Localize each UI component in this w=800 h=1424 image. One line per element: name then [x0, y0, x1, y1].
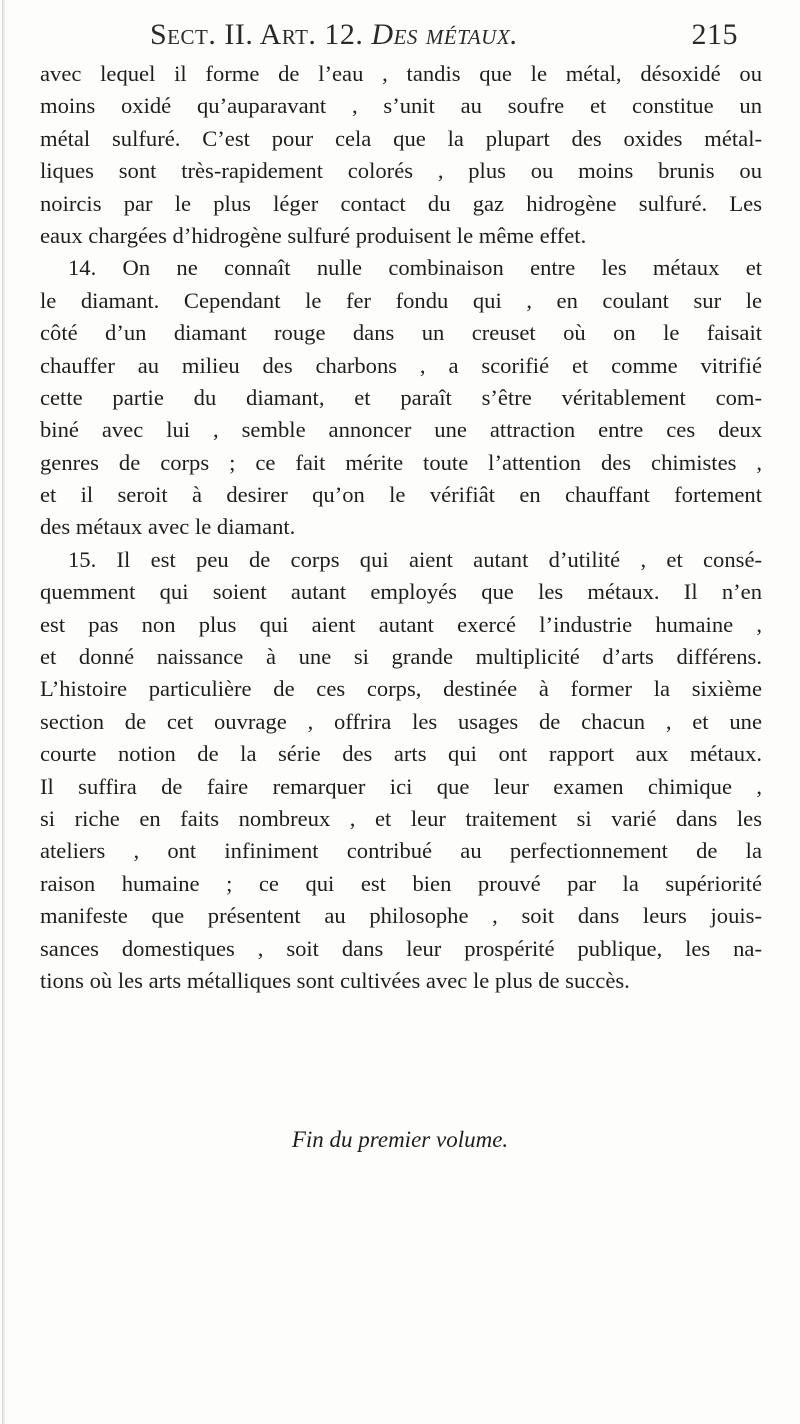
text-line: chauffer au milieu des charbons , a scorifié et comme vitrifié — [40, 352, 762, 378]
running-head — [150, 18, 738, 58]
text-line: côté d’un diamant rouge dans un creuset où on le faisait — [40, 320, 762, 346]
paragraph-14-start: 14. On ne connaît nulle combinaison entre les métaux et — [68, 255, 762, 281]
text-line: raison humaine ; ce qui est bien prouvé par la supériorité — [40, 870, 762, 896]
text-line: et donné naissance à une si grande multiplicité d’arts différens. — [40, 644, 762, 670]
text-line: genres de corps ; ce fait mérite toute l’attention des chimistes , — [40, 449, 762, 475]
text-line: noircis par le plus léger contact du gaz hidrogène sulfuré. Les — [40, 190, 762, 216]
text-line: le diamant. Cependant le fer fondu qui , en coulant sur le — [40, 287, 762, 313]
text-line: tions où les arts métalliques sont cultivées avec le plus de succès. — [40, 967, 630, 993]
end-of-volume-note: Fin du premier volume. — [291, 1127, 509, 1152]
text-line: sances domestiques , soit dans leur prospérité publique, les na- — [40, 935, 762, 961]
text-line: eaux chargées d’hidrogène sulfuré produisent le même effet. — [40, 222, 587, 248]
text-line: si riche en faits nombreux , et leur traitement si varié dans les — [40, 805, 762, 831]
text-line: moins oxidé qu’auparavant , s’unit au soufre et constitue un — [40, 93, 762, 119]
text-line: section de cet ouvrage , offrira les usages de chacun , et une — [40, 708, 762, 734]
text-line: courte notion de la série des arts qui ont rapport aux métaux. — [40, 741, 762, 767]
section-label: Sect. II. Art. 12. — [150, 18, 364, 51]
paragraph-15-start: 15. Il est peu de corps qui aient autant d’utilité , et consé- — [68, 546, 762, 572]
text-line: avec lequel il forme de l’eau , tandis que le métal, désoxidé ou — [40, 61, 762, 86]
text-line: est pas non plus qui aient autant exercé l’industrie humaine , — [40, 611, 762, 637]
text-line: biné avec lui , semble annoncer une attraction entre ces deux — [40, 417, 762, 443]
text-line: cette partie du diamant, et paraît s’être véritablement com- — [40, 384, 762, 410]
text-line: manifeste que présentent au philosophe , soit dans leurs jouis- — [40, 903, 762, 929]
page-edge — [2, 0, 5, 1424]
section-article-heading — [150, 18, 518, 52]
text-line: quemment qui soient autant employés que les métaux. Il n’en — [40, 579, 762, 605]
article-title: Des métaux. — [371, 18, 519, 51]
text-line: et il seroit à desirer qu’on le vérifiât en chauffant fortement — [40, 482, 762, 508]
page-number: 215 — [691, 18, 738, 51]
text-line: L’histoire particulière de ces corps, destinée à former la sixième — [40, 676, 762, 702]
text-line: liques sont très-rapidement colorés , plus ou moins brunis ou — [40, 158, 762, 184]
text-line: des métaux avec le diamant. — [40, 514, 296, 540]
text-line: ateliers , ont infiniment contribué au perfectionnement de la — [40, 838, 762, 864]
text-line: Il suffira de faire remarquer ici que leur examen chimique , — [40, 773, 762, 799]
text-line: métal sulfuré. C’est pour cela que la plupart des oxides métal- — [40, 125, 762, 151]
body-text — [40, 58, 762, 997]
